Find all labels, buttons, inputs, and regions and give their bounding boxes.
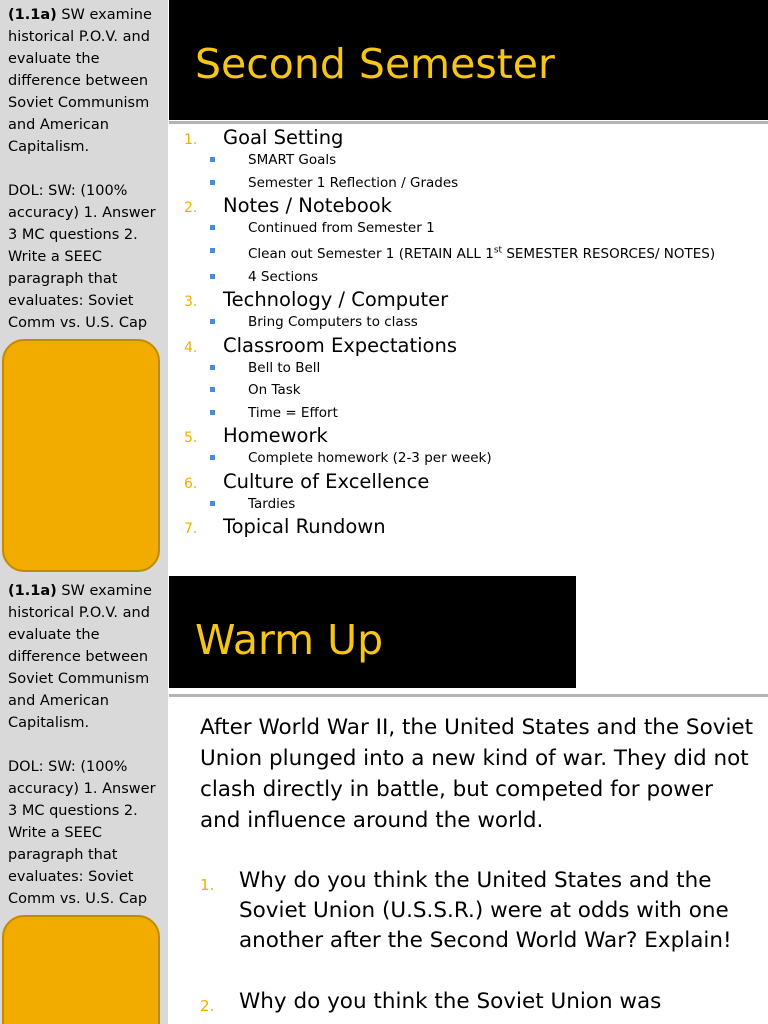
square-bullet-icon (210, 387, 215, 392)
square-bullet-icon (210, 319, 215, 324)
sub-item-text: Semester 1 Reflection / Grades (248, 174, 459, 191)
agenda-item-label: Classroom Expectations (223, 333, 458, 357)
sub-item-text: Complete homework (2-3 per week) (248, 450, 492, 466)
sub-item-text: Tardies (248, 495, 296, 512)
agenda-item-label: Homework (223, 424, 328, 447)
agenda-item-number: 2. (184, 200, 198, 216)
sub-list (223, 311, 768, 334)
agenda-item-number: 1. (184, 132, 198, 148)
sub-item (223, 172, 768, 195)
sub-item (223, 447, 768, 470)
agenda-list (184, 126, 768, 538)
square-bullet-icon (210, 501, 215, 506)
sub-item-text: Bring Computers to class (248, 314, 418, 330)
question-number: 2. (200, 997, 215, 1015)
agenda-item-number: 7. (184, 521, 198, 537)
agenda-item-number: 6. (184, 475, 198, 492)
yellow-box (2, 339, 160, 572)
slide-title: Second Semester (195, 40, 555, 88)
sub-item-text: Clean out Semester 1 (RETAIN ALL 1st SEMESTER RESORCES/ NOTES) (248, 245, 716, 262)
dol-text: DOL: SW: (100% accuracy) 1. Answer 3 MC questions 2. Write a SEEC paragraph that evaluates: Soviet Comm vs. U.S. Cap (8, 759, 156, 907)
question-number: 1. (200, 876, 215, 894)
sub-item-text: Time = Effort (248, 404, 338, 421)
square-bullet-icon (210, 248, 215, 253)
sub-item-text: SMART Goals (248, 152, 337, 168)
agenda-item-label: Notes / Notebook (223, 194, 392, 217)
agenda-item (184, 334, 768, 425)
agenda-item (184, 126, 768, 194)
sub-list (223, 447, 768, 470)
objective-text: SW examine historical P.O.V. and evaluate the difference between Soviet Communism and American Capitalism. (8, 7, 152, 155)
sub-item (223, 240, 768, 266)
sidebar (0, 576, 168, 1024)
square-bullet-icon (210, 455, 215, 460)
question-item (200, 987, 756, 1017)
square-bullet-icon (210, 365, 215, 370)
agenda-item-number: 3. (184, 294, 198, 310)
question-item (200, 866, 756, 956)
square-bullet-icon (210, 225, 215, 230)
objective-code: (1.1a) (8, 583, 57, 599)
agenda-item (184, 194, 768, 288)
square-bullet-icon (210, 410, 215, 415)
sub-item-text: 4 Sections (248, 268, 319, 285)
objective-text: SW examine historical P.O.V. and evaluate the difference between Soviet Communism and American Capitalism. (8, 583, 152, 731)
title-bar (169, 576, 576, 688)
slide-warm-up (0, 576, 768, 1024)
sub-item (223, 357, 768, 380)
sub-item (223, 379, 768, 402)
agenda-item-label: Technology / Computer (223, 288, 449, 311)
sub-item-text: On Task (248, 382, 301, 398)
square-bullet-icon (210, 180, 215, 185)
warm-up-paragraph: After World War II, the United States and the Soviet Union plunged into a new kind of war. They did not clash directly in battle, but competed for power and influence around the world. (200, 715, 754, 833)
question-text: Why do you think the United States and the Soviet Union (U.S.S.R.) were at odds with one another after the Second World War? Explain! (239, 868, 732, 953)
sub-list (223, 217, 768, 288)
title-bar (169, 0, 768, 120)
agenda-item-number: 4. (184, 339, 198, 356)
title-divider (169, 121, 768, 124)
question-text: Why do you think the Soviet Union was (239, 989, 662, 1014)
sub-item (223, 311, 768, 334)
sub-item (223, 493, 768, 516)
sub-item (223, 149, 768, 172)
sub-item (223, 217, 768, 240)
slide-title: Warm Up (195, 616, 384, 664)
sub-list (223, 357, 768, 425)
agenda-item-number: 5. (184, 430, 198, 446)
agenda-item (184, 424, 768, 470)
sidebar (0, 0, 168, 576)
sub-list (223, 493, 768, 516)
agenda-item-label: Topical Rundown (223, 515, 386, 538)
agenda-item (184, 288, 768, 334)
agenda-item (184, 470, 768, 516)
objective-text-block (8, 580, 166, 910)
sub-list (223, 149, 768, 194)
objective-text-block (8, 4, 166, 334)
square-bullet-icon (210, 157, 215, 162)
objective-code: (1.1a) (8, 7, 57, 23)
question-list (200, 866, 756, 1024)
agenda-item-label: Culture of Excellence (223, 469, 430, 493)
dol-text: DOL: SW: (100% accuracy) 1. Answer 3 MC questions 2. Write a SEEC paragraph that evaluates: Soviet Comm vs. U.S. Cap (8, 183, 156, 331)
sub-item (223, 402, 768, 425)
sub-item (223, 266, 768, 289)
agenda-item-label: Goal Setting (223, 126, 344, 149)
yellow-box (2, 915, 160, 1024)
title-divider (169, 694, 768, 697)
sub-item-text: Continued from Semester 1 (248, 220, 435, 236)
square-bullet-icon (210, 274, 215, 279)
sub-item-text: Bell to Bell (248, 359, 321, 376)
agenda-item (184, 515, 768, 538)
